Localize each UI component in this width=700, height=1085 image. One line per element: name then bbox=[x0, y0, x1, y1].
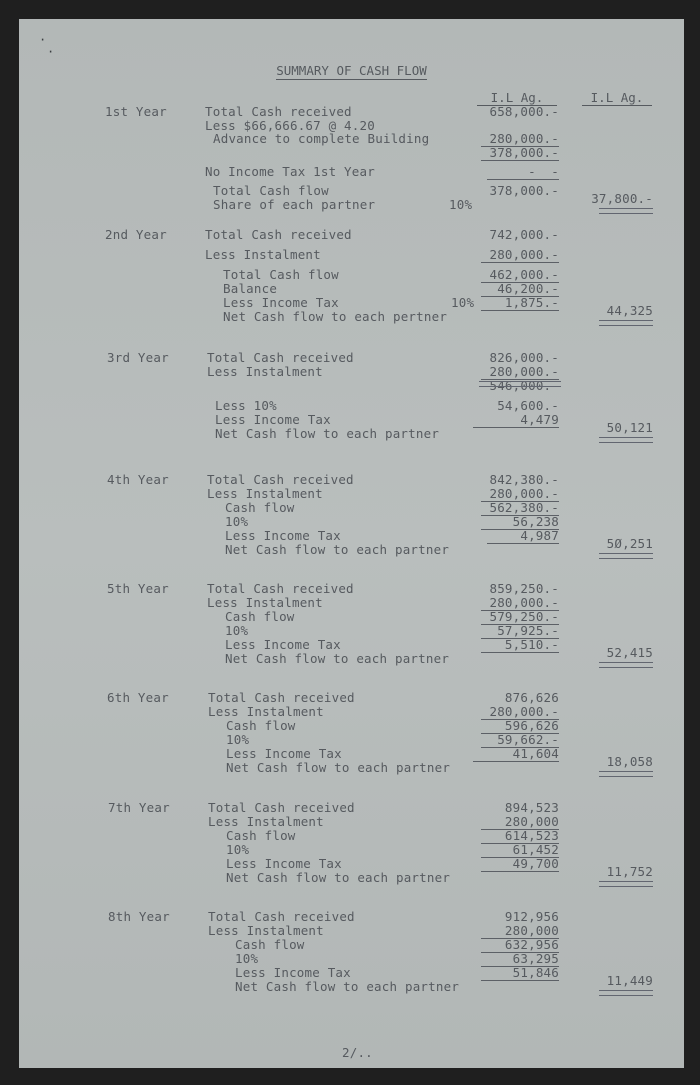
year-label: 3rd Year bbox=[107, 350, 169, 365]
amount-underline bbox=[481, 160, 559, 161]
middle-amount: 5,510.- bbox=[504, 637, 559, 652]
double-underline bbox=[599, 208, 653, 214]
line-label: Total Cash received bbox=[208, 909, 355, 924]
line-label: Less $66,666.67 @ 4.20 bbox=[205, 118, 375, 133]
right-amount: 11,449 bbox=[606, 973, 653, 988]
double-underline bbox=[599, 320, 653, 326]
column-header-right: I.L Ag. bbox=[582, 90, 652, 106]
line-label: Total Cash received bbox=[208, 800, 355, 815]
amount-underline bbox=[481, 980, 559, 981]
line-label: 10% bbox=[226, 732, 250, 747]
year-label: 6th Year bbox=[107, 690, 169, 705]
middle-amount: 4,479 bbox=[520, 412, 559, 427]
middle-amount: 596,626 bbox=[504, 718, 559, 733]
middle-amount: 280,000.- bbox=[489, 131, 559, 146]
amount-underline bbox=[481, 262, 559, 263]
line-label: Total Cash received bbox=[208, 690, 355, 705]
line-label: Total Cash received bbox=[205, 227, 352, 242]
middle-amount: 280,000 bbox=[504, 814, 559, 829]
year-label: 7th Year bbox=[108, 800, 170, 815]
right-amount: 11,752 bbox=[606, 864, 653, 879]
line-label: Less Income Tax bbox=[225, 528, 341, 543]
right-amount: 50,121 bbox=[606, 420, 653, 435]
middle-amount: 46,200.- bbox=[497, 281, 559, 296]
amount-underline bbox=[473, 427, 559, 428]
middle-amount: 912,956 bbox=[504, 909, 559, 924]
middle-amount: 49,700 bbox=[512, 856, 559, 871]
middle-amount: 894,523 bbox=[504, 800, 559, 815]
amount-underline bbox=[487, 543, 559, 544]
middle-amount: 632,956 bbox=[504, 937, 559, 952]
middle-amount: 876,626 bbox=[504, 690, 559, 705]
line-label: Total Cash received bbox=[207, 472, 354, 487]
year-label: 1st Year bbox=[105, 104, 167, 119]
double-underline bbox=[599, 771, 653, 777]
line-label: Net Cash flow to each partner bbox=[215, 426, 440, 441]
line-label: Net Cash flow to each partner bbox=[226, 870, 451, 885]
percent-label: 10% bbox=[451, 295, 475, 310]
double-underline bbox=[479, 381, 561, 387]
year-label: 4th Year bbox=[107, 472, 169, 487]
right-amount: 52,415 bbox=[606, 645, 653, 660]
middle-amount: 280,000 bbox=[504, 923, 559, 938]
document-page bbox=[19, 19, 684, 1068]
middle-amount: 562,380.- bbox=[489, 500, 559, 515]
middle-amount: 280,000.- bbox=[489, 595, 559, 610]
amount-underline bbox=[473, 761, 559, 762]
line-label: No Income Tax 1st Year bbox=[205, 164, 375, 179]
line-label: Less 10% bbox=[215, 398, 277, 413]
line-label: Less Income Tax bbox=[226, 856, 342, 871]
line-label: Total Cash received bbox=[207, 581, 354, 596]
line-label: Less Instalment bbox=[205, 247, 321, 262]
line-label: 10% bbox=[225, 623, 249, 638]
middle-amount: 826,000.- bbox=[489, 350, 559, 365]
middle-amount: 51,846 bbox=[512, 965, 559, 980]
middle-amount: 41,604 bbox=[512, 746, 559, 761]
middle-amount: 280,000.- bbox=[489, 364, 559, 379]
amount-underline bbox=[487, 179, 559, 180]
middle-amount: 280,000.- bbox=[489, 704, 559, 719]
line-label: Less Income Tax bbox=[215, 412, 331, 427]
middle-amount: 859,250.- bbox=[489, 581, 559, 596]
line-label: 10% bbox=[226, 842, 250, 857]
double-underline bbox=[599, 437, 653, 443]
amount-underline bbox=[481, 310, 559, 311]
line-label: Cash flow bbox=[225, 500, 295, 515]
line-label: Less Instalment bbox=[207, 595, 323, 610]
middle-amount: 4,987 bbox=[520, 528, 559, 543]
middle-amount: 742,000.- bbox=[489, 227, 559, 242]
percent-label: 10% bbox=[449, 197, 473, 212]
speck-mark: · bbox=[47, 45, 55, 59]
line-label: Total Cash received bbox=[205, 104, 352, 119]
middle-amount: 56,238 bbox=[512, 514, 559, 529]
middle-amount: 842,380.- bbox=[489, 472, 559, 487]
line-label: Net Cash flow to each partner bbox=[235, 979, 460, 994]
middle-amount: 54,600.- bbox=[497, 398, 559, 413]
right-amount: 37,800.- bbox=[591, 191, 653, 206]
double-underline bbox=[599, 990, 653, 996]
right-amount: 5Ø,251 bbox=[606, 536, 653, 551]
middle-amount: 614,523 bbox=[504, 828, 559, 843]
line-label: Less Instalment bbox=[208, 814, 324, 829]
line-label: Less Income Tax bbox=[223, 295, 339, 310]
line-label: Cash flow bbox=[226, 828, 296, 843]
middle-amount: 63,295 bbox=[512, 951, 559, 966]
line-label: 10% bbox=[235, 951, 259, 966]
middle-amount: 61,452 bbox=[512, 842, 559, 857]
line-label: Cash flow bbox=[235, 937, 305, 952]
line-label: Share of each partner bbox=[213, 197, 376, 212]
right-amount: 44,325 bbox=[606, 303, 653, 318]
middle-amount: 579,250.- bbox=[489, 609, 559, 624]
line-label: Net Cash flow to each partner bbox=[225, 542, 450, 557]
line-label: Cash flow bbox=[226, 718, 296, 733]
page-number: 2/.. bbox=[342, 1045, 373, 1060]
line-label: Less Instalment bbox=[208, 923, 324, 938]
right-amount: 18,058 bbox=[606, 754, 653, 769]
line-label: Less Income Tax bbox=[235, 965, 351, 980]
line-label: Cash flow bbox=[225, 609, 295, 624]
line-label: Net Cash flow to each partner bbox=[226, 760, 451, 775]
line-label: Net Cash flow to each partner bbox=[225, 651, 450, 666]
middle-amount: 462,000.- bbox=[489, 267, 559, 282]
middle-amount: 59,662.- bbox=[497, 732, 559, 747]
double-underline bbox=[599, 553, 653, 559]
line-label: Net Cash flow to each pertner bbox=[223, 309, 448, 324]
line-label: Total Cash flow bbox=[223, 267, 339, 282]
line-label: Balance bbox=[223, 281, 278, 296]
middle-amount: 378,000.- bbox=[489, 183, 559, 198]
middle-amount: 546,000.- bbox=[489, 378, 559, 393]
line-label: Less Income Tax bbox=[225, 637, 341, 652]
middle-amount: 1,875.- bbox=[504, 295, 559, 310]
document-title: SUMMARY OF CASH FLOW bbox=[276, 63, 427, 78]
double-underline bbox=[599, 662, 653, 668]
column-header-middle: I.L Ag. bbox=[477, 90, 557, 106]
line-label: Total Cash received bbox=[207, 350, 354, 365]
line-label: Less Instalment bbox=[207, 364, 323, 379]
year-label: 2nd Year bbox=[105, 227, 167, 242]
line-label: Less Instalment bbox=[207, 486, 323, 501]
middle-amount: 57,925.- bbox=[497, 623, 559, 638]
line-label: Less Instalment bbox=[208, 704, 324, 719]
amount-underline bbox=[481, 652, 559, 653]
middle-amount: 280,000.- bbox=[489, 486, 559, 501]
double-underline bbox=[599, 881, 653, 887]
middle-amount: 658,000.- bbox=[489, 104, 559, 119]
middle-amount: - - bbox=[528, 164, 559, 179]
speck-mark: · bbox=[39, 33, 47, 47]
line-label: Less Income Tax bbox=[226, 746, 342, 761]
line-label: Total Cash flow bbox=[213, 183, 329, 198]
line-label: 10% bbox=[225, 514, 249, 529]
amount-underline bbox=[481, 871, 559, 872]
middle-amount: 280,000.- bbox=[489, 247, 559, 262]
middle-amount: 378,000.- bbox=[489, 145, 559, 160]
year-label: 5th Year bbox=[107, 581, 169, 596]
year-label: 8th Year bbox=[108, 909, 170, 924]
line-label: Advance to complete Building bbox=[213, 131, 430, 146]
